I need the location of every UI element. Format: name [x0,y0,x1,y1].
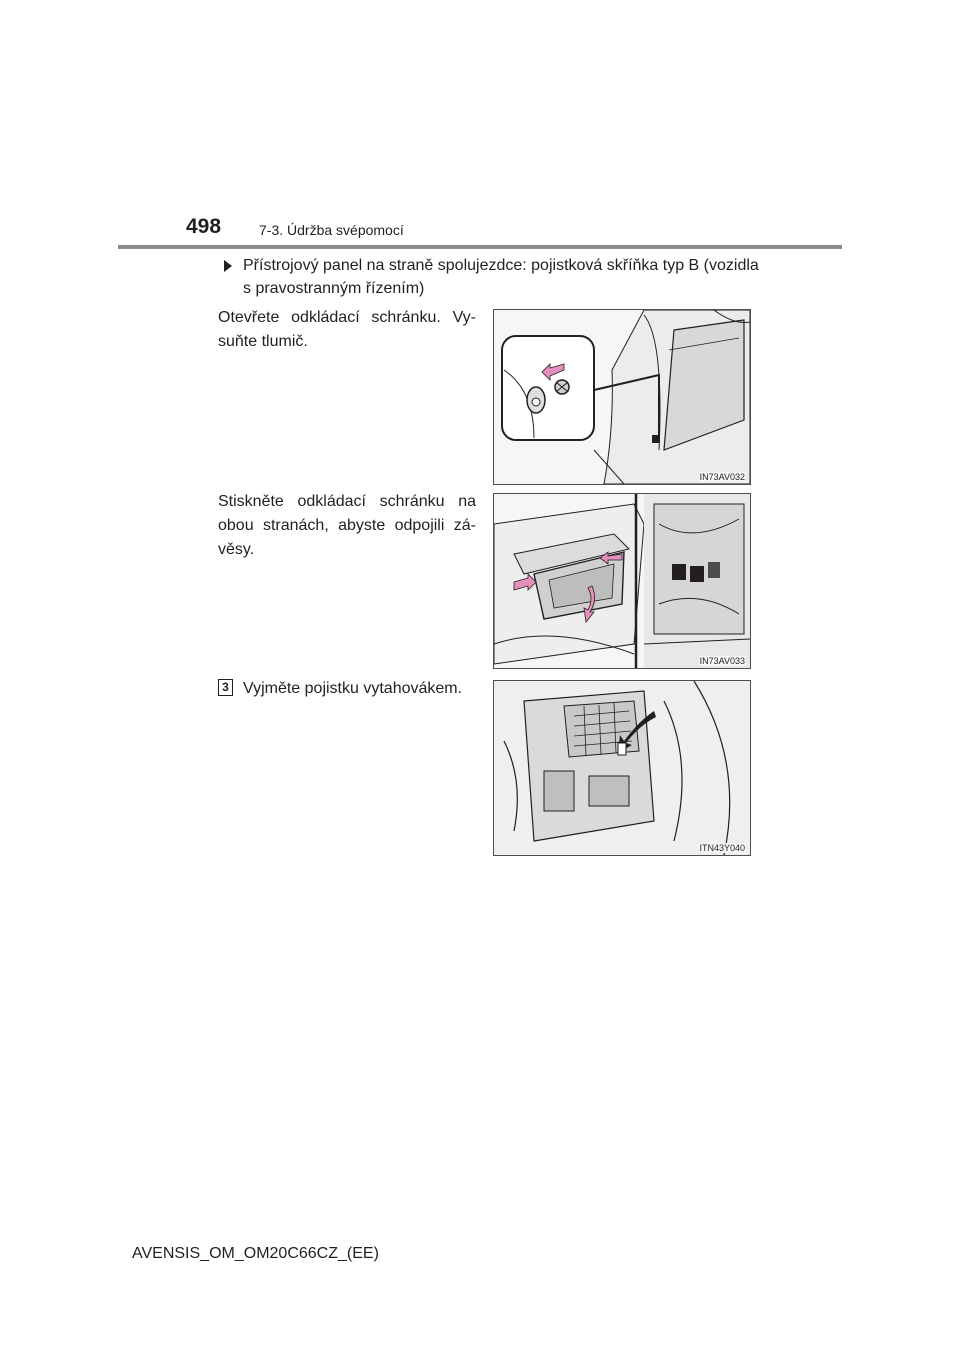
glovebox-press-illustration [494,494,750,668]
fuse-removal-illustration [494,681,750,855]
step-1-text: Otevřete odkládací schránku. Vy-suňte tlumič. [218,309,476,350]
figure-fuse-removal [493,680,751,856]
glovebox-damper-illustration [494,310,750,484]
header-rule [118,245,842,249]
bullet-arrow-icon [224,260,232,272]
step-3-number: 3 [218,679,233,696]
figure-glovebox-damper [493,309,751,485]
page-number: 498 [186,215,222,238]
figure-code: IN73AV032 [699,472,745,482]
figure-code: IN73AV033 [699,656,745,666]
figure-code: ITN43Y040 [699,843,745,853]
figure-glovebox-press [493,493,751,669]
page-header [118,215,842,251]
step-2-text: Stiskněte odkládací schránku na obou stranách, abyste odpojili zá-věsy. [218,493,476,558]
step-3-text: Vyjměte pojistku vytahovákem. [243,680,463,697]
section-title: 7-3. Údržba svépomocí [259,222,404,238]
procedure-title: Přístrojový panel na straně spolujezdce: pojistková skříňka typ B (vozidla s pravostranným řízením) [243,257,759,297]
document-footer: AVENSIS_OM_OM20C66CZ_(EE) [132,1245,379,1262]
